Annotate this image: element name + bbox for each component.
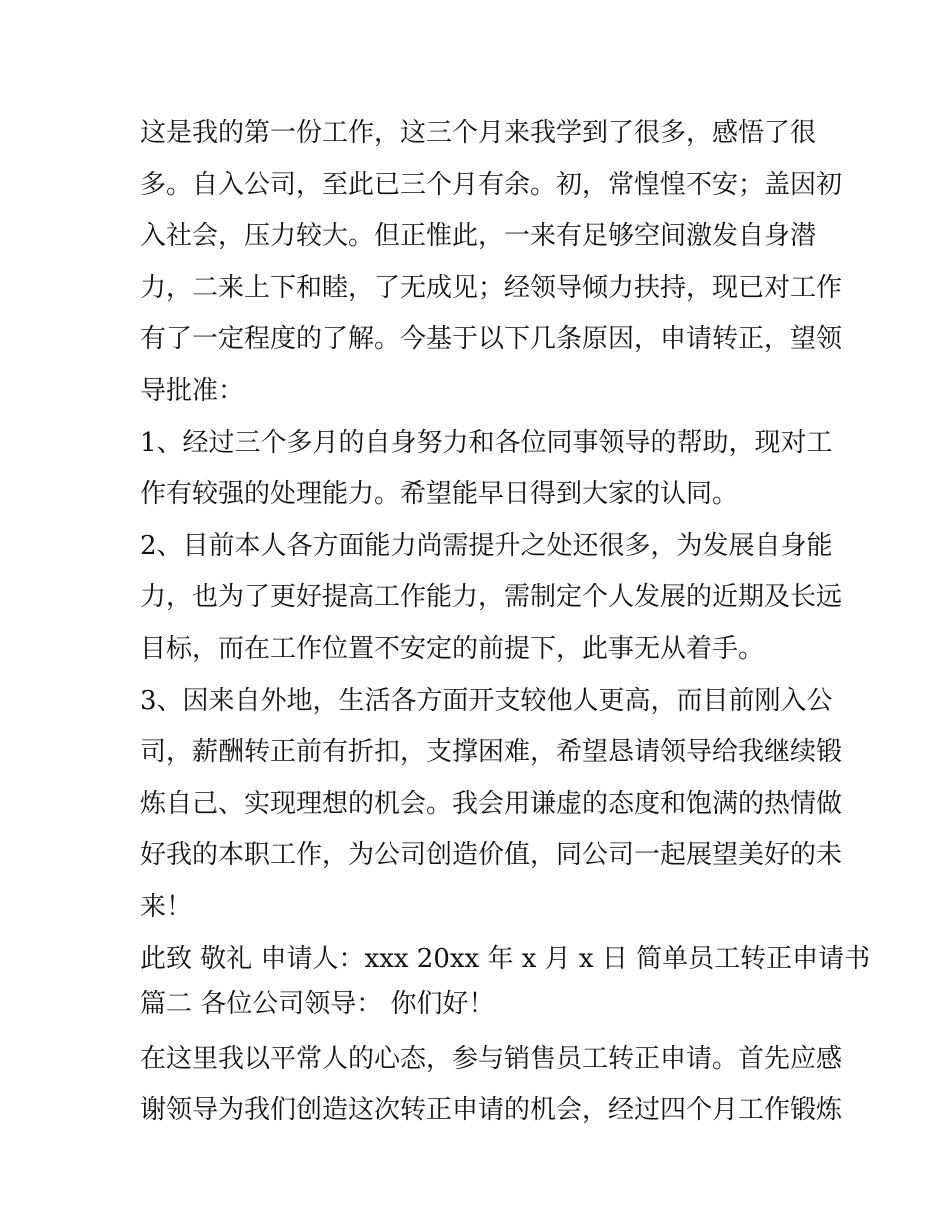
text-line: 司，薪酬转正前有折扣，支撑困难，希望恳请领导给我继续锻 xyxy=(140,737,843,768)
text-line: 好我的本职工作，为公司创造价值，同公司一起展望美好的未 xyxy=(140,840,843,871)
text-line: 这是我的第一份工作，这三个月来我学到了很多，感悟了很 xyxy=(140,118,817,148)
paragraph-closing xyxy=(140,937,871,1027)
text-line: 有了一定程度的了解。今基于以下几条原因，申请转正，望领 xyxy=(140,324,843,355)
text-line: 多。自入公司，至此已三个月有余。初，常惶惶不安；盖因初 xyxy=(140,169,843,200)
paragraph-reason-1 xyxy=(140,418,833,521)
text-line: 谢领导为我们创造这次转正申请的机会，经过四个月工作锻炼 xyxy=(140,1095,843,1126)
text-line: 目标，而在工作位置不安定的前提下，此事无从着手。 xyxy=(140,633,765,664)
text-line: 3、因来自外地，生活各方面开支较他人更高，而目前刚入公 xyxy=(140,685,833,716)
text-line: 来！ xyxy=(140,891,193,922)
document-body xyxy=(140,108,871,1137)
text-line: 炼自己、实现理想的机会。我会用谦虚的态度和饱满的热情做 xyxy=(140,788,843,819)
text-line: 1、经过三个多月的自身努力和各位同事领导的帮助，现对工 xyxy=(140,427,833,458)
text-line: 导批准： xyxy=(140,375,245,406)
text-line: 力，二来上下和睦，了无成见；经领导倾力扶持，现已对工作 xyxy=(140,272,843,303)
text-line: 作有较强的处理能力。希望能早日得到大家的认同。 xyxy=(140,479,739,510)
paragraph-reason-2 xyxy=(140,521,843,676)
text-line: 在这里我以平常人的心态，参与销售员工转正申请。首先应感 xyxy=(140,1043,843,1074)
paragraph-part-two xyxy=(140,1034,843,1137)
text-line: 力，也为了更好提高工作能力，需制定个人发展的近期及长远 xyxy=(140,582,843,613)
text-line: 入社会，压力较大。但正惟此，一来有足够空间激发自身潜 xyxy=(140,221,817,252)
paragraph-reason-3 xyxy=(140,676,843,934)
text-line: 2、目前本人各方面能力尚需提升之处还很多，为发展自身能 xyxy=(140,530,833,561)
text-line: 篇二 各位公司领导： 你们好！ xyxy=(140,988,495,1019)
paragraph-intro xyxy=(140,108,843,418)
text-line: 此致 敬礼 申请人：xxx 20xx 年 x 月 x 日 简单员工转正申请书 xyxy=(140,943,871,974)
